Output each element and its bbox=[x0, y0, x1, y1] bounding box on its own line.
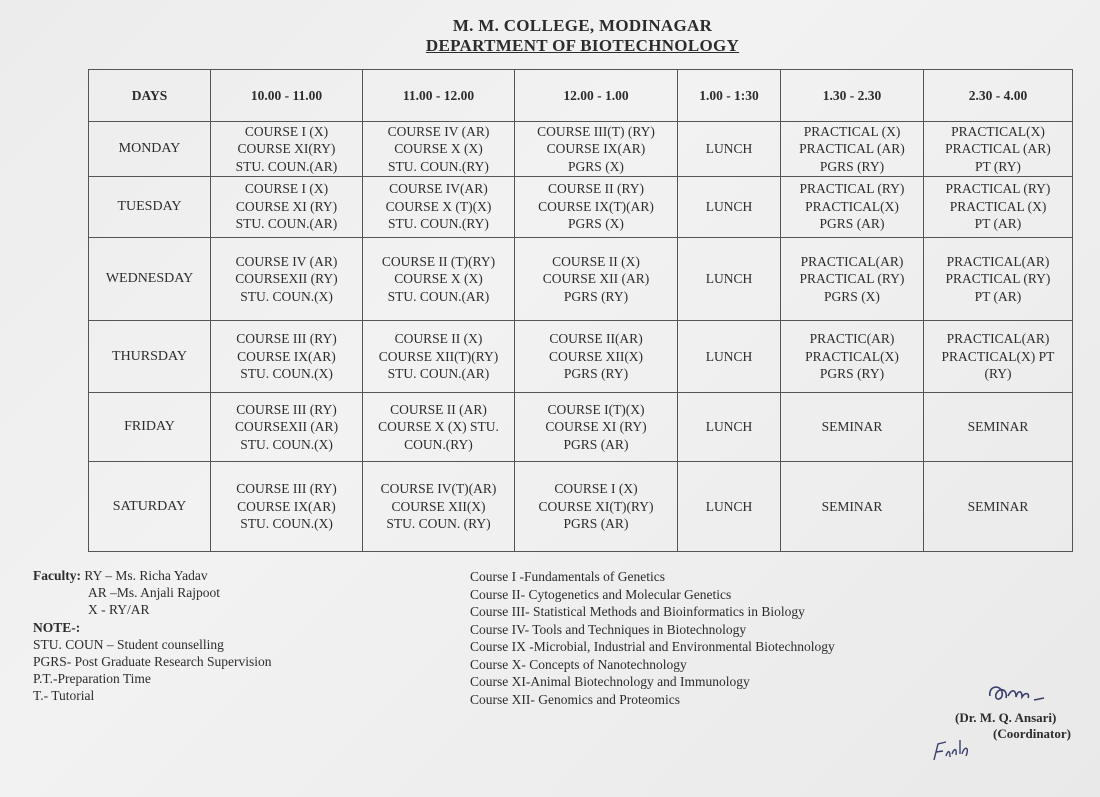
slot-cell bbox=[515, 321, 678, 392]
slot-entry: STU. COUN.(AR) bbox=[387, 366, 490, 382]
slot-entry: COURSE I (X) bbox=[244, 181, 329, 197]
slot-entry: COURSEXII (RY) bbox=[235, 271, 338, 287]
header-slot-lunch: 1.00 - 1:30 bbox=[678, 70, 781, 122]
slot-cell bbox=[211, 122, 363, 177]
day-cell: SATURDAY bbox=[89, 462, 211, 552]
slot-cell bbox=[781, 462, 924, 552]
faculty-ar: AR –Ms. Anjali Rajpoot bbox=[88, 585, 221, 601]
slot-entry: COURSE XII(T)(RY) bbox=[378, 348, 499, 364]
course-legend-item: Course IX -Microbial, Industrial and Environmental Biotechnology bbox=[470, 639, 835, 654]
signature-block bbox=[955, 710, 1071, 742]
note-line: PGRS- Post Graduate Research Supervision bbox=[33, 654, 272, 670]
slot-entry: COURSEXII (AR) bbox=[234, 419, 339, 435]
slot-cell bbox=[515, 122, 678, 177]
slot-entry: PGRS (RY) bbox=[819, 366, 885, 382]
timetable-row bbox=[89, 122, 1073, 177]
slot-cell bbox=[211, 321, 363, 392]
slot-cell bbox=[781, 392, 924, 461]
header-slot-5: 1.30 - 2.30 bbox=[781, 70, 924, 122]
slot-entry: COURSE I (X) bbox=[244, 123, 329, 139]
slot-entry: COURSE II (AR) bbox=[390, 401, 487, 417]
slot-entry: PGRS (RY) bbox=[819, 158, 885, 174]
slot-entry: COURSE XI(T)(RY) bbox=[538, 498, 654, 514]
slot-entry: (RY) bbox=[984, 366, 1012, 382]
slot-entry: COURSE IV (AR) bbox=[235, 253, 338, 269]
slot-entry: SEMINAR bbox=[821, 419, 883, 435]
slot-entry: PRACTICAL(AR) bbox=[946, 253, 1050, 269]
slot-cell bbox=[924, 392, 1073, 461]
slot-entry: LUNCH bbox=[705, 419, 753, 435]
slot-cell bbox=[211, 392, 363, 461]
slot-entry: PT (AR) bbox=[974, 216, 1022, 232]
note-label: NOTE-: bbox=[33, 619, 81, 635]
timetable bbox=[88, 69, 1073, 552]
timetable-row bbox=[89, 392, 1073, 461]
timetable-header-row bbox=[89, 70, 1073, 122]
slot-entry: COURSE I (X) bbox=[554, 481, 638, 497]
slot-cell bbox=[363, 462, 515, 552]
course-legend-item: Course II- Cytogenetics and Molecular Genetics bbox=[470, 586, 732, 602]
slot-entry: COURSE X (X) STU. bbox=[378, 419, 499, 435]
slot-entry: PRACTICAL (RY) bbox=[945, 181, 1051, 197]
course-legend-item: Course X- Concepts of Nanotechnology bbox=[470, 656, 687, 672]
slot-entry: PRACTICAL (AR) bbox=[799, 141, 905, 157]
slot-cell bbox=[781, 122, 924, 177]
slot-entry: PRACTICAL (X) bbox=[949, 198, 1047, 214]
slot-entry: PGRS (RY) bbox=[563, 366, 629, 382]
slot-cell bbox=[211, 462, 363, 552]
slot-entry: PRACTICAL(X) bbox=[805, 348, 899, 364]
faculty-first-line bbox=[33, 567, 271, 584]
slot-entry: PRACTICAL (RY) bbox=[945, 271, 1051, 287]
note-line: T.- Tutorial bbox=[33, 688, 95, 704]
course-legend-item: Course XI-Animal Biotechnology and Immunology bbox=[470, 674, 750, 689]
slot-entry: STU. COUN.(AR) bbox=[387, 288, 490, 304]
slot-entry: STU. COUN. (RY) bbox=[386, 516, 491, 532]
slot-entry: PRACTICAL(X) bbox=[951, 123, 1045, 139]
slot-entry: SEMINAR bbox=[821, 498, 883, 514]
slot-entry: LUNCH bbox=[705, 348, 753, 364]
slot-cell bbox=[678, 321, 781, 392]
slot-cell bbox=[211, 176, 363, 237]
slot-entry: STU. COUN.(X) bbox=[240, 516, 333, 532]
slot-entry: PRACTICAL(X) PT bbox=[941, 348, 1055, 364]
signature-scribble bbox=[986, 682, 1046, 708]
header-slot-6: 2.30 - 4.00 bbox=[924, 70, 1073, 122]
slot-entry: STU. COUN.(AR) bbox=[235, 158, 338, 174]
slot-cell bbox=[515, 176, 678, 237]
slot-entry: PRACTICAL (AR) bbox=[945, 141, 1051, 157]
slot-entry: COURSE XI(RY) bbox=[237, 141, 336, 157]
slot-entry: COURSE XII(X) bbox=[391, 498, 486, 514]
slot-entry: COURSE III (RY) bbox=[236, 481, 337, 497]
slot-entry: COURSE XII(X) bbox=[548, 348, 644, 364]
slot-cell bbox=[515, 462, 678, 552]
day-cell: WEDNESDAY bbox=[89, 237, 211, 321]
day-cell: FRIDAY bbox=[89, 392, 211, 461]
slot-entry: COURSE III(T) (RY) bbox=[537, 123, 655, 139]
slot-cell bbox=[781, 176, 924, 237]
slot-entry: COURSE II(AR) bbox=[549, 331, 643, 347]
slot-entry: COURSE IX(AR) bbox=[237, 498, 336, 514]
slot-entry: PT (RY) bbox=[975, 158, 1021, 174]
slot-entry: SEMINAR bbox=[967, 498, 1029, 514]
slot-entry: COURSE III (RY) bbox=[236, 401, 337, 417]
slot-cell bbox=[211, 237, 363, 321]
slot-entry: COURSE IV(AR) bbox=[389, 181, 488, 197]
signatory-name: (Dr. M. Q. Ansari) bbox=[955, 710, 1057, 725]
signatory-role: (Coordinator) bbox=[993, 726, 1071, 741]
timetable-row bbox=[89, 237, 1073, 321]
slot-entry: STU. COUN.(AR) bbox=[235, 216, 338, 232]
day-cell: THURSDAY bbox=[89, 321, 211, 392]
slot-entry: LUNCH bbox=[705, 141, 753, 157]
course-legend bbox=[470, 568, 835, 708]
slot-entry: PGRS (X) bbox=[824, 288, 880, 304]
slot-cell bbox=[515, 237, 678, 321]
slot-entry: COURSE XII (AR) bbox=[542, 271, 650, 287]
header-slot-1: 10.00 - 11.00 bbox=[211, 70, 363, 122]
slot-entry: COURSE IX(AR) bbox=[237, 348, 336, 364]
slot-cell bbox=[363, 321, 515, 392]
slot-entry: LUNCH bbox=[705, 271, 753, 287]
slot-entry: PRACTICAL(AR) bbox=[946, 331, 1050, 347]
note-line: P.T.-Preparation Time bbox=[33, 671, 151, 687]
slot-entry: COURSE X (X) bbox=[394, 271, 483, 287]
header-slot-3: 12.00 - 1.00 bbox=[515, 70, 678, 122]
course-legend-item: Course XII- Genomics and Proteomics bbox=[470, 691, 680, 707]
slot-cell bbox=[924, 237, 1073, 321]
slot-entry: PT (AR) bbox=[974, 288, 1022, 304]
slot-entry: PGRS (X) bbox=[568, 158, 624, 174]
slot-entry: SEMINAR bbox=[967, 419, 1029, 435]
slot-cell bbox=[924, 122, 1073, 177]
slot-cell bbox=[924, 321, 1073, 392]
slot-entry: COURSE XI (RY) bbox=[545, 419, 647, 435]
slot-entry: PGRS (AR) bbox=[563, 516, 629, 532]
header-slot-2: 11.00 - 12.00 bbox=[363, 70, 515, 122]
timetable-row bbox=[89, 176, 1073, 237]
slot-cell bbox=[924, 176, 1073, 237]
slot-entry: COUN.(RY) bbox=[404, 436, 473, 452]
slot-entry: PRACTICAL (X) bbox=[803, 123, 901, 139]
slot-entry: STU. COUN.(RY) bbox=[388, 158, 489, 174]
slot-entry: COURSE X (X) bbox=[394, 141, 483, 157]
slot-cell bbox=[515, 392, 678, 461]
document-header bbox=[0, 16, 1100, 56]
slot-entry: PRACTICAL(X) bbox=[805, 198, 899, 214]
slot-entry: COURSE II (T)(RY) bbox=[381, 253, 496, 269]
note-line: STU. COUN – Student counselling bbox=[33, 636, 224, 652]
slot-entry: PRACTIC(AR) bbox=[809, 331, 895, 347]
slot-entry: PGRS (AR) bbox=[563, 436, 629, 452]
slot-entry: STU. COUN.(X) bbox=[240, 436, 333, 452]
slot-entry: COURSE IX(AR) bbox=[546, 141, 646, 157]
slot-entry: PRACTICAL (RY) bbox=[799, 271, 905, 287]
slot-cell bbox=[363, 392, 515, 461]
day-cell: MONDAY bbox=[89, 122, 211, 177]
slot-cell bbox=[678, 462, 781, 552]
faculty-ry: RY – Ms. Richa Yadav bbox=[84, 568, 208, 583]
slot-entry: COURSE II (X) bbox=[552, 253, 640, 269]
slot-cell bbox=[678, 237, 781, 321]
course-legend-item: Course I -Fundamentals of Genetics bbox=[470, 569, 665, 584]
slot-entry: PGRS (AR) bbox=[819, 216, 885, 232]
slot-entry: COURSE IV (AR) bbox=[387, 123, 490, 139]
course-legend-item: Course III- Statistical Methods and Bioinformatics in Biology bbox=[470, 604, 805, 619]
slot-entry: PGRS (RY) bbox=[563, 288, 629, 304]
timetable-row bbox=[89, 321, 1073, 392]
faculty-label: Faculty: bbox=[33, 568, 81, 583]
slot-entry: COURSE II (RY) bbox=[547, 181, 644, 197]
slot-entry: STU. COUN.(X) bbox=[240, 288, 333, 304]
legend-notes bbox=[33, 567, 271, 705]
slot-entry: COURSE XI (RY) bbox=[235, 198, 338, 214]
slot-entry: LUNCH bbox=[705, 198, 753, 214]
slot-entry: COURSE III (RY) bbox=[236, 331, 337, 347]
slot-entry: PGRS (X) bbox=[568, 216, 624, 232]
slot-cell bbox=[924, 462, 1073, 552]
slot-cell bbox=[363, 237, 515, 321]
slot-entry: COURSE X (T)(X) bbox=[385, 198, 492, 214]
department-name: DEPARTMENT OF BIOTECHNOLOGY bbox=[425, 36, 740, 55]
slot-cell bbox=[678, 176, 781, 237]
course-legend-item: Course IV- Tools and Techniques in Biotechnology bbox=[470, 621, 747, 637]
slot-cell bbox=[678, 122, 781, 177]
slot-entry: STU. COUN.(X) bbox=[240, 366, 333, 382]
day-cell: TUESDAY bbox=[89, 176, 211, 237]
slot-entry: STU. COUN.(RY) bbox=[388, 216, 489, 232]
slot-entry: COURSE IX(T)(AR) bbox=[538, 198, 654, 214]
faculty-x: X - RY/AR bbox=[88, 602, 150, 618]
slot-entry: PRACTICAL (RY) bbox=[799, 181, 905, 197]
slot-cell bbox=[781, 321, 924, 392]
slot-entry: COURSE I(T)(X) bbox=[547, 401, 645, 417]
slot-cell bbox=[363, 122, 515, 177]
slot-entry: COURSE II (X) bbox=[394, 331, 483, 347]
slot-cell bbox=[363, 176, 515, 237]
slot-entry: COURSE IV(T)(AR) bbox=[380, 481, 497, 497]
college-name: M. M. COLLEGE, MODINAGAR bbox=[452, 16, 713, 35]
slot-entry: PRACTICAL(AR) bbox=[800, 253, 904, 269]
slot-cell bbox=[781, 237, 924, 321]
timetable-row bbox=[89, 462, 1073, 552]
header-days: DAYS bbox=[89, 70, 211, 122]
slot-entry: LUNCH bbox=[705, 498, 753, 514]
slot-cell bbox=[678, 392, 781, 461]
